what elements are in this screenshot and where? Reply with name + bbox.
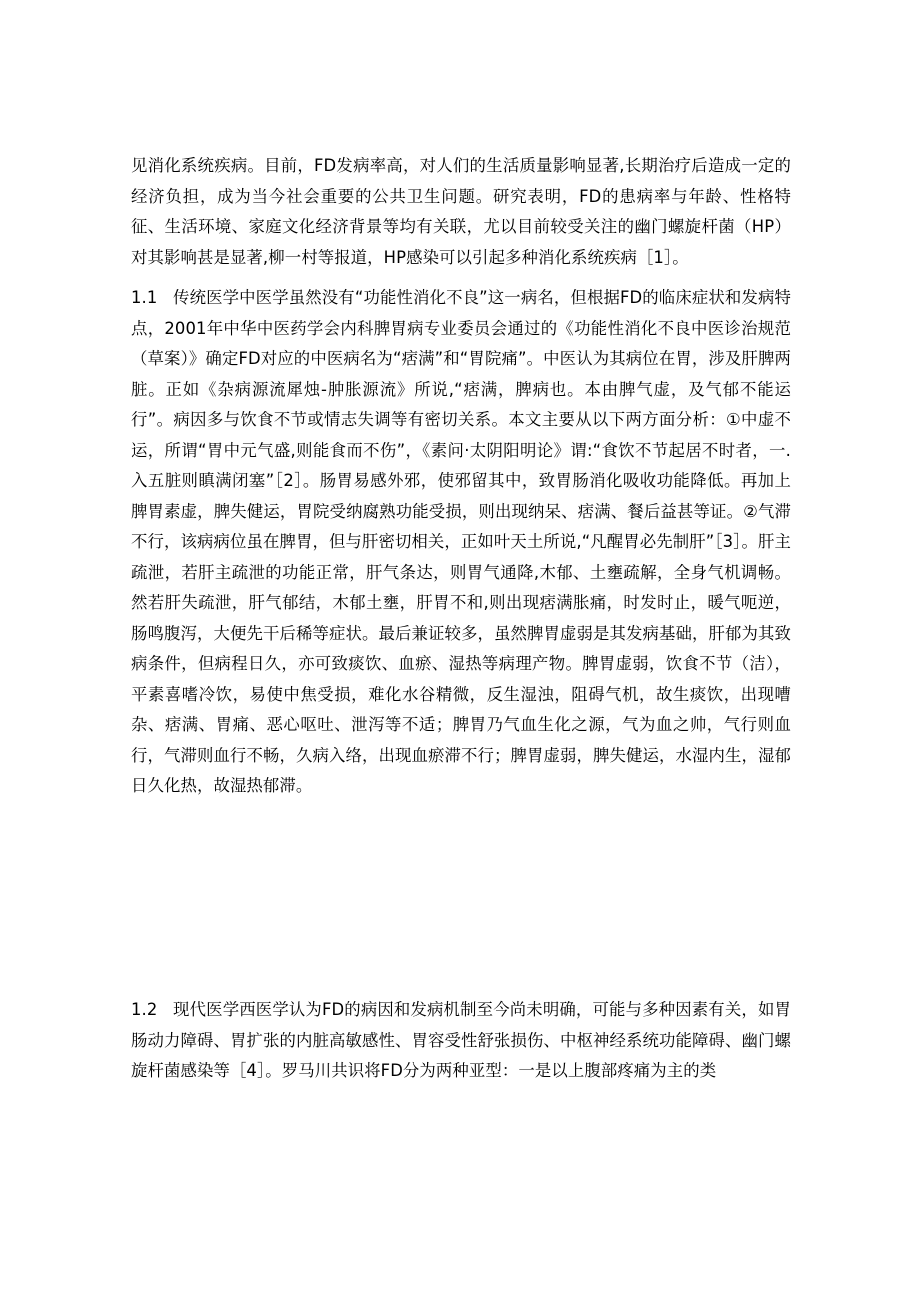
section-text: 现代医学西医学认为FD的病因和发病机制至今尚未明确，可能与多种因素有关，如胃肠动力障碍、胃扩张的内脏高敏感性、胃容受性舒张损伤、中枢神经系统功能障碍、幽门螺旋杆菌感染等［4］。罗马川共识将FD分为两种亚型：一是以上腹部疼痛为主的类 <box>131 1000 791 1080</box>
paragraph-text: 见消化系统疾病。目前，FD发病率高，对人们的生活质量影响显著,长期治疗后造成一定的经济负担，成为当今社会重要的公共卫生问题。研究表明，FD的患病率与年龄、性格特征、生活环境、家庭文化经济背景等均有关联，尤以目前较受关注的幽门螺旋杆菌（HP）对其影响甚是显著,柳一村等报道，HP感染可以引起多种消化系统疾病［1］。 <box>131 156 791 267</box>
paragraph-intro <box>131 151 791 273</box>
section-1-1 <box>131 283 791 802</box>
section-text: 传统医学中医学虽然没有“功能性消化不良”这一病名，但根据FD的临床症状和发病特点，2001年中华中医药学会内科脾胃病专业委员会通过的《功能性消化不良中医诊治规范（草案）》确定FD对应的中医病名为“痞满”和“胃院痛”。中医认为其病位在胃，涉及肝脾两脏。正如《杂病源流犀烛-肿胀源流》所说,“痞满，脾病也。本由脾气虚，及气郁不能运行”。病因多与饮食不节或情志失调等有密切关系。本文主要从以下两方面分析：①中虚不运，所谓“胃中元气盛,则能食而不伤”，《素问·太阴阳明论》谓:“食饮不节起居不时者，一.入五脏则瞋满闭塞”［2］。肠胃易感外邪，使邪留其中，致胃肠消化吸收功能降低。再加上脾胃素虚，脾失健运，胃院受纳腐熟功能受损，则出现纳呆、痞满、餐后益甚等证。②气滞不行，该病病位虽在脾胃，但与肝密切相关，正如叶天土所说,“凡醒胃必先制肝”［3］。肝主疏泄，若肝主疏泄的功能正常，肝气条达，则胃气通降,木郁、土壅疏解，全身气机调畅。然若肝失疏泄，肝气郁结，木郁土壅，肝胃不和,则出现痞满胀痛，时发时止，暖气呃逆，肠鸣腹泻，大便先干后稀等症状。最后兼证较多，虽然脾胃虚弱是其发病基础，肝郁为其致病条件，但病程日久，亦可致痰饮、血瘀、湿热等病理产物。脾胃虚弱，饮食不节（洁），平素喜嗜冷饮，易使中焦受损，难化水谷精微，反生湿浊，阻碍气机，故生痰饮，出现嘈杂、痞满、胃痛、恶心呕吐、泄泻等不适；脾胃乃气血生化之源，气为血之帅，气行则血行，气滞则血行不畅，久病入络，出现血瘀滞不行；脾胃虚弱，脾失健运，水湿内生，湿郁日久化热，故湿热郁滞。 <box>131 288 791 795</box>
section-number: 1.1 <box>131 288 158 307</box>
section-1-2-paragraph <box>131 995 791 1087</box>
section-number: 1.2 <box>131 1000 158 1019</box>
section-1-2 <box>131 995 791 1087</box>
section-1-1-paragraph <box>131 283 791 802</box>
